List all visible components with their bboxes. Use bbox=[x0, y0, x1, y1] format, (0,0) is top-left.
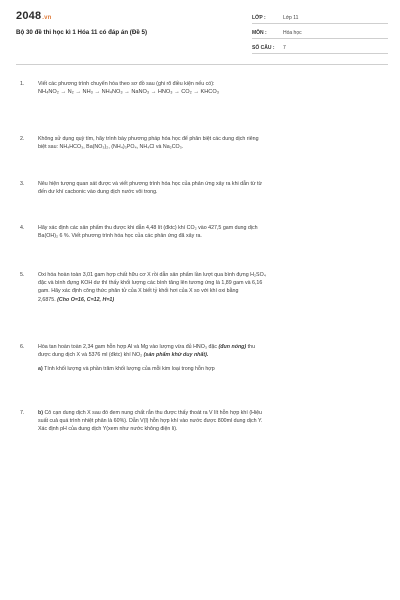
meta-divider bbox=[252, 23, 388, 24]
question-text-line bbox=[38, 409, 388, 417]
question-text-fragment: thu bbox=[247, 344, 256, 350]
question-text-line: đến dư khí cacbonic vào dung dịch nước vôi trong. bbox=[38, 189, 158, 196]
question-text-line: Không sử dụng quỳ tím, hãy trình bày phương pháp hóa học để phân biệt các dung dịch riêng bbox=[38, 136, 259, 142]
question-1 bbox=[16, 80, 388, 97]
question-number: 1. bbox=[20, 81, 25, 87]
question-text-line: Ba(OH)₂ 6 %. Viết phương trình hóa học của các phản ứng đã xảy ra. bbox=[38, 233, 202, 240]
logo-text: 2048 bbox=[16, 10, 42, 22]
meta-subject-key: MÔN : bbox=[252, 30, 267, 36]
meta-count-value: 7 bbox=[283, 45, 286, 51]
question-text-fragment: 2,6875. bbox=[38, 296, 56, 303]
question-text-line: Hãy xác định các sản phẩm thu được khi dẫn 4,48 lít (đktc) khí CO₂ vào 427,5 gam dung dịch bbox=[38, 225, 258, 231]
question-text-line bbox=[38, 351, 388, 359]
meta-count-key: SỐ CÂU : bbox=[252, 45, 275, 51]
meta-class-key: LỚP : bbox=[252, 15, 266, 21]
question-text-line: biệt sau: NH₄HCO₃, Ba(NO₃)₂, (NH₄)₃PO₄, NH₄Cl và Na₂CO₃. bbox=[38, 144, 184, 151]
constants-note: (Cho O=16, C=12, H=1) bbox=[57, 296, 115, 303]
question-text-line bbox=[38, 343, 388, 351]
question-number: 7. bbox=[20, 410, 25, 416]
question-text-line bbox=[38, 296, 388, 304]
reaction-chain: NH₄NO₂ → N₂ → NH₃ → NH₄NO₃ → NaNO₃ → HNO₃ → CO₂ → KHCO₃ bbox=[38, 89, 219, 96]
question-5 bbox=[16, 271, 388, 304]
meta-subject-value: Hóa học bbox=[283, 30, 302, 36]
question-number: 3. bbox=[20, 181, 25, 187]
question-text: Viết các phương trình chuyển hóa theo sơ đồ sau (ghi rõ điều kiện nếu có): bbox=[38, 81, 215, 87]
question-6 bbox=[16, 343, 388, 374]
question-text-fragment: Hòa tan hoàn toàn 2,34 gam hỗn hợp Al và Mg vào lượng vừa đủ HNO₃ đặc bbox=[38, 344, 218, 350]
question-text-fragment: Cô cạn dung dịch X sau đó đem nung chất rắn thu được thấy thoát ra V lít hỗn hợp khí (Hiệu bbox=[44, 410, 262, 416]
question-number: 5. bbox=[20, 272, 25, 278]
question-text-line: gam. Hãy xác định công thức phân tử của X biết tỷ khối hơi của X so với khí oxi bằng bbox=[38, 288, 239, 295]
document-header bbox=[0, 0, 400, 62]
question-number: 6. bbox=[20, 344, 25, 350]
question-2 bbox=[16, 135, 388, 151]
document-title: Bộ 30 đề thi học kì 1 Hóa 11 có đáp án (Đề 5) bbox=[16, 29, 148, 36]
question-number: 4. bbox=[20, 225, 25, 231]
question-text-line: đặc và bình đựng KOH dư thì thấy khối lượng các bình tăng lên tương ứng là 1,89 gam và 6,16 bbox=[38, 280, 263, 287]
question-number: 2. bbox=[20, 136, 25, 142]
question-text-fragment: được dung dịch X và 5376 ml (đktc) khí NO₂ bbox=[38, 352, 143, 359]
question-text-line: Oxi hóa hoàn toàn 3,01 gam hợp chất hữu cơ X rồi dẫn sản phẩm lần lượt qua bình đựng H₂SO₄ bbox=[38, 272, 266, 278]
question-part-a bbox=[38, 365, 388, 373]
meta-divider bbox=[252, 53, 388, 54]
question-text-line: Xác định pH của dung dịch Y(xem như nước không điện li). bbox=[38, 426, 178, 433]
condition-note: (đun nóng) bbox=[218, 344, 247, 350]
part-label: a) bbox=[38, 366, 43, 373]
header-divider bbox=[16, 64, 388, 65]
question-text-line: Nêu hiện tượng quan sát được và viết phương trình hóa học của phản ứng xảy ra khi dẫn từ từ bbox=[38, 181, 262, 187]
site-logo[interactable] bbox=[16, 10, 52, 22]
logo-suffix: .vn bbox=[42, 15, 52, 21]
meta-class-value: Lớp 11 bbox=[283, 15, 299, 21]
part-text: Tính khối lượng và phần trăm khối lượng của mỗi kim loại trong hỗn hợp bbox=[44, 366, 215, 373]
part-label: b) bbox=[38, 410, 43, 416]
question-7 bbox=[16, 409, 388, 434]
meta-divider bbox=[252, 38, 388, 39]
question-4 bbox=[16, 224, 388, 240]
question-3 bbox=[16, 180, 388, 196]
product-note: (sản phẩm khử duy nhất). bbox=[143, 352, 209, 359]
question-text-line: suất cuả quá trình nhiệt phân là 60%). Dẫn V(l) hỗn hợp khí vào nước được 800ml dung dịch Y. bbox=[38, 418, 263, 425]
